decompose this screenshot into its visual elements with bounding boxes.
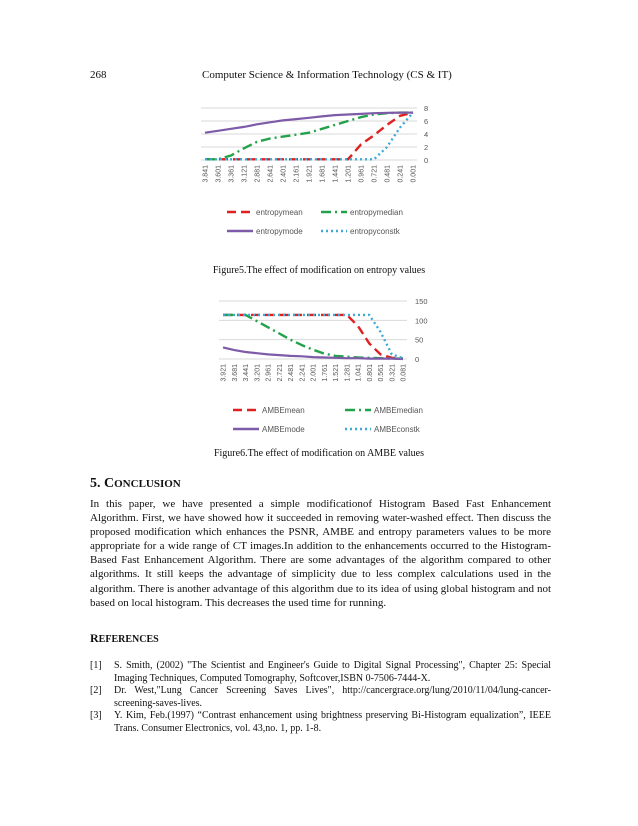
x-tick-label: 3.601 — [215, 165, 223, 183]
references-heading-first: R — [90, 631, 99, 645]
y-tick-label: 2 — [424, 143, 429, 152]
conclusion-heading-first: 5. C — [90, 476, 115, 491]
page-number: 268 — [90, 69, 107, 81]
x-tick-label: 1.921 — [306, 165, 314, 183]
x-tick-label: 0.321 — [389, 364, 397, 382]
x-tick-label: 2.721 — [276, 364, 284, 382]
y-tick-label: 0 — [415, 355, 420, 364]
y-tick-label: 4 — [424, 130, 429, 139]
reference-text: Y. Kim, Feb.(1997) “Contrast enhancement using brightness preserving Bi-Histogram equalization”, IEEE Trans. Consumer Electronics, vol. 43,no. 1, pp. 1-8. — [114, 710, 551, 734]
legend-label: entropymedian — [350, 208, 403, 217]
x-tick-label: 1.201 — [345, 165, 353, 183]
x-tick-label: 0.721 — [371, 165, 379, 183]
x-tick-label: 1.041 — [355, 364, 363, 382]
series-line-entropymedian — [205, 113, 413, 160]
x-tick-label: 3.201 — [254, 364, 262, 382]
figure5-caption: Figure5.The effect of modification on entropy values — [212, 265, 426, 276]
y-tick-label: 50 — [415, 335, 424, 345]
series-line-entropymean — [205, 113, 413, 160]
x-tick-label: 2.001 — [310, 364, 318, 382]
reference-list — [90, 660, 551, 736]
running-header: Computer Science & Information Technology (CS & IT) — [202, 69, 452, 81]
x-tick-label: 1.521 — [333, 364, 340, 382]
legend-label: entropyconstk — [350, 227, 400, 236]
x-tick-label: 0.001 — [410, 165, 418, 183]
figure5-svg — [195, 88, 445, 265]
x-tick-label: 2.481 — [288, 364, 295, 382]
x-tick-label: 0.241 — [397, 165, 405, 183]
x-tick-label: 1.441 — [332, 165, 340, 183]
y-tick-label: 8 — [424, 104, 429, 113]
reference-number: [2] — [90, 685, 102, 697]
x-tick-label: 0.081 — [400, 364, 408, 382]
x-tick-label: 3.921 — [220, 364, 228, 382]
x-tick-label: 0.801 — [366, 364, 374, 382]
conclusion-paragraph: In this paper, we have presented a simple modificationof Histogram Based Fast Enhancement Algorithm. First, we have showed how it succeeded in removing water-washed effect. Then discuss the proposed modification which enhances the PSNR, AMBE and entropy parameters values to be more appropriate for a wide range of CT images.In addition to the enhancements occurred to the Histogram-Based Fast Enhancement Algorithm. There are some advantages of the algorithm compared to other algorithms. It still keeps the advantage of simplicity due to less complex calculations used in the algorithm. There is another advantage of this algorithm due to its idea of using global histogram and not based on local histogram. This decreases the used time for running. — [90, 498, 551, 609]
reference-text: S. Smith, (2002) "The Scientist and Engineer's Guide to Digital Signal Processing", Chapter 25: Special Imaging Techniques, Computed Tomography, Softcover,ISBN 0-7506-7444-X. — [114, 660, 551, 684]
legend-label: AMBEconstk — [374, 425, 420, 434]
x-tick-label: 1.281 — [344, 364, 352, 382]
series-line-entropyconstk — [205, 113, 413, 160]
conclusion-heading — [90, 476, 181, 492]
y-tick-label: 6 — [424, 117, 429, 126]
x-tick-label: 3.841 — [202, 165, 210, 183]
x-tick-label: 2.401 — [280, 165, 288, 183]
figure5-chart — [195, 88, 445, 265]
reference-number: [1] — [90, 660, 102, 671]
legend-label: AMBEmedian — [374, 406, 423, 415]
legend-label: AMBEmode — [262, 425, 305, 434]
legend-label: entropymean — [256, 208, 303, 217]
reference-text: Dr. West,"Lung Cancer Screening Saves Lives", http://cancergrace.org/lung/2010/11/04/lung-cancer-screening-saves-lives. — [114, 685, 551, 709]
x-tick-label: 3.441 — [243, 364, 250, 382]
x-tick-label: 1.761 — [321, 364, 329, 382]
x-tick-label: 2.961 — [265, 364, 273, 382]
y-tick-label: 0 — [424, 156, 429, 165]
y-tick-label: 150 — [415, 297, 428, 306]
x-tick-label: 1.681 — [319, 165, 327, 183]
x-tick-label: 3.361 — [228, 165, 236, 183]
conclusion-heading-rest: ONCLUSION — [114, 478, 181, 490]
legend-label: entropymode — [256, 227, 303, 236]
figure6-caption: Figure6.The effect of modification on AMBE values — [213, 448, 425, 459]
references-heading — [90, 631, 159, 646]
reference-item — [90, 685, 551, 710]
reference-number: [3] — [90, 710, 102, 722]
x-tick-label: 2.881 — [254, 165, 262, 183]
x-tick-label: 3.121 — [241, 165, 249, 183]
x-tick-label: 2.641 — [267, 165, 275, 183]
figure6-svg — [215, 288, 445, 440]
y-tick-label: 100 — [415, 316, 428, 326]
x-tick-label: 0.481 — [384, 165, 392, 183]
figure6-chart — [215, 288, 445, 440]
references-heading-rest: EFERENCES — [98, 634, 159, 645]
x-tick-label: 3.681 — [231, 364, 239, 382]
reference-item — [90, 710, 551, 735]
x-tick-label: 0.961 — [358, 165, 366, 183]
x-tick-label: 0.561 — [378, 364, 385, 382]
x-tick-label: 2.161 — [293, 165, 301, 183]
x-tick-label: 2.241 — [299, 364, 307, 382]
reference-item — [90, 660, 551, 685]
legend-label: AMBEmean — [262, 406, 305, 415]
